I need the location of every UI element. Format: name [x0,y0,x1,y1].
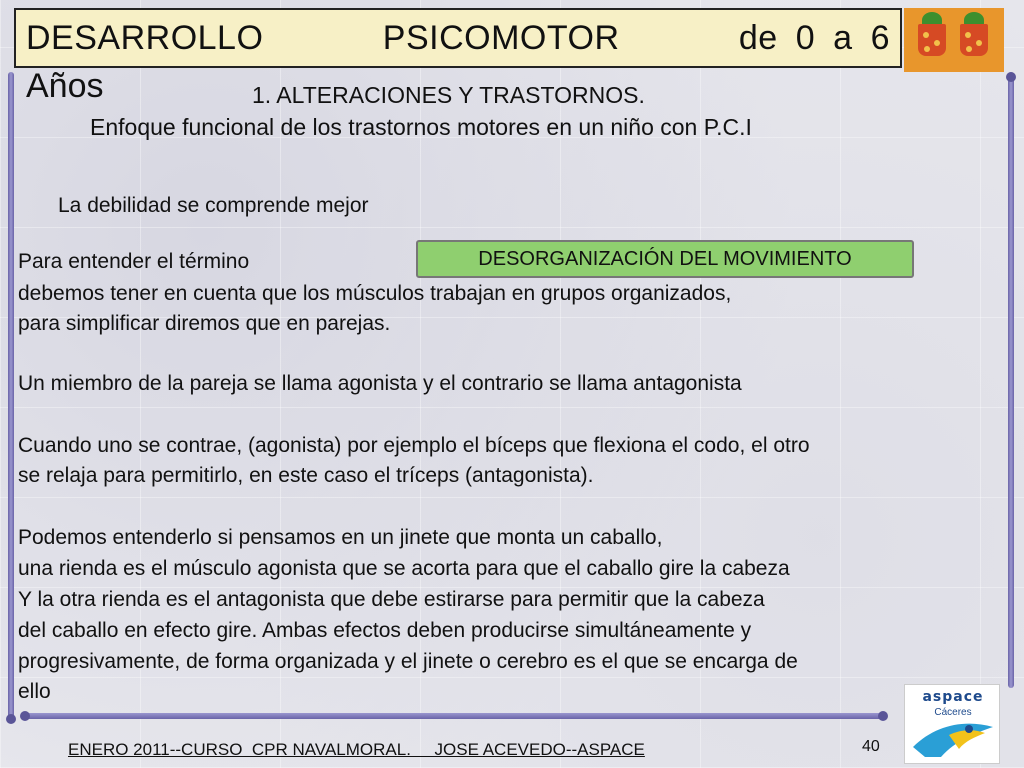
bottom-frame-knob-left [20,711,30,721]
bottom-frame-bar [22,713,886,719]
title-word-3: de [738,19,778,57]
body-line: se relaja para permitirlo, en este caso el tríceps (antagonista). [18,464,594,487]
body-line: Un miembro de la pareja se llama agonista y el contrario se llama antagonista [18,372,742,395]
body-line: Para entender el término [18,250,250,273]
section-heading: 1. ALTERACIONES Y TRASTORNOS. [252,82,645,108]
aspace-logo [904,684,1000,764]
body-line: del caballo en efecto gire. Ambas efectos deben producirse simultáneamente y [18,619,752,642]
right-frame-knob [1006,72,1016,82]
right-frame-bar [1008,72,1014,688]
title-word-2: PSICOMOTOR [382,19,620,57]
body-line: Podemos entenderlo si pensamos en un jinete que monta un caballo, [18,526,663,549]
left-frame-bar [8,72,14,718]
footer-text: ENERO 2011--CURSO CPR NAVALMORAL. JOSE ACEVEDO--ASPACE [68,740,645,759]
body-line: ello [18,680,51,703]
section-subheading: Enfoque funcional de los trastornos motores en un niño con P.C.I [90,114,752,140]
logo-wave-icon [905,685,1001,765]
title-word-6: 6 [870,19,890,57]
title-word-5: a [833,19,853,57]
logo-brand: aspace [922,689,984,705]
body-line: debemos tener en cuenta que los músculos trabajan en grupos organizados, [18,282,732,305]
body-line: una rienda es el músculo agonista que se acorta para que el caballo gire la cabeza [18,557,790,580]
left-frame-knob [6,714,16,724]
title-second-line: Años [26,67,104,105]
intro-text: La debilidad se comprende mejor [58,194,369,217]
body-line: para simplificar diremos que en parejas. [18,312,391,335]
page-number: 40 [862,738,880,755]
flower-pots-image [904,8,1004,72]
title-word-1: DESARROLLO [26,19,264,57]
body-line: progresivamente, de forma organizada y el jinete o cerebro es el que se encarga de [18,650,798,673]
slide-title [14,18,902,58]
title-word-4: 0 [795,19,816,57]
body-line: Cuando uno se contrae, (agonista) por ejemplo el bíceps que flexiona el codo, el otro [18,434,810,457]
highlight-box: DESORGANIZACIÓN DEL MOVIMIENTO [416,240,914,278]
logo-city: Cáceres [934,707,972,718]
bottom-frame-knob-right [878,711,888,721]
body-line: Y la otra rienda es el antagonista que debe estirarse para permitir que la cabeza [18,588,765,611]
